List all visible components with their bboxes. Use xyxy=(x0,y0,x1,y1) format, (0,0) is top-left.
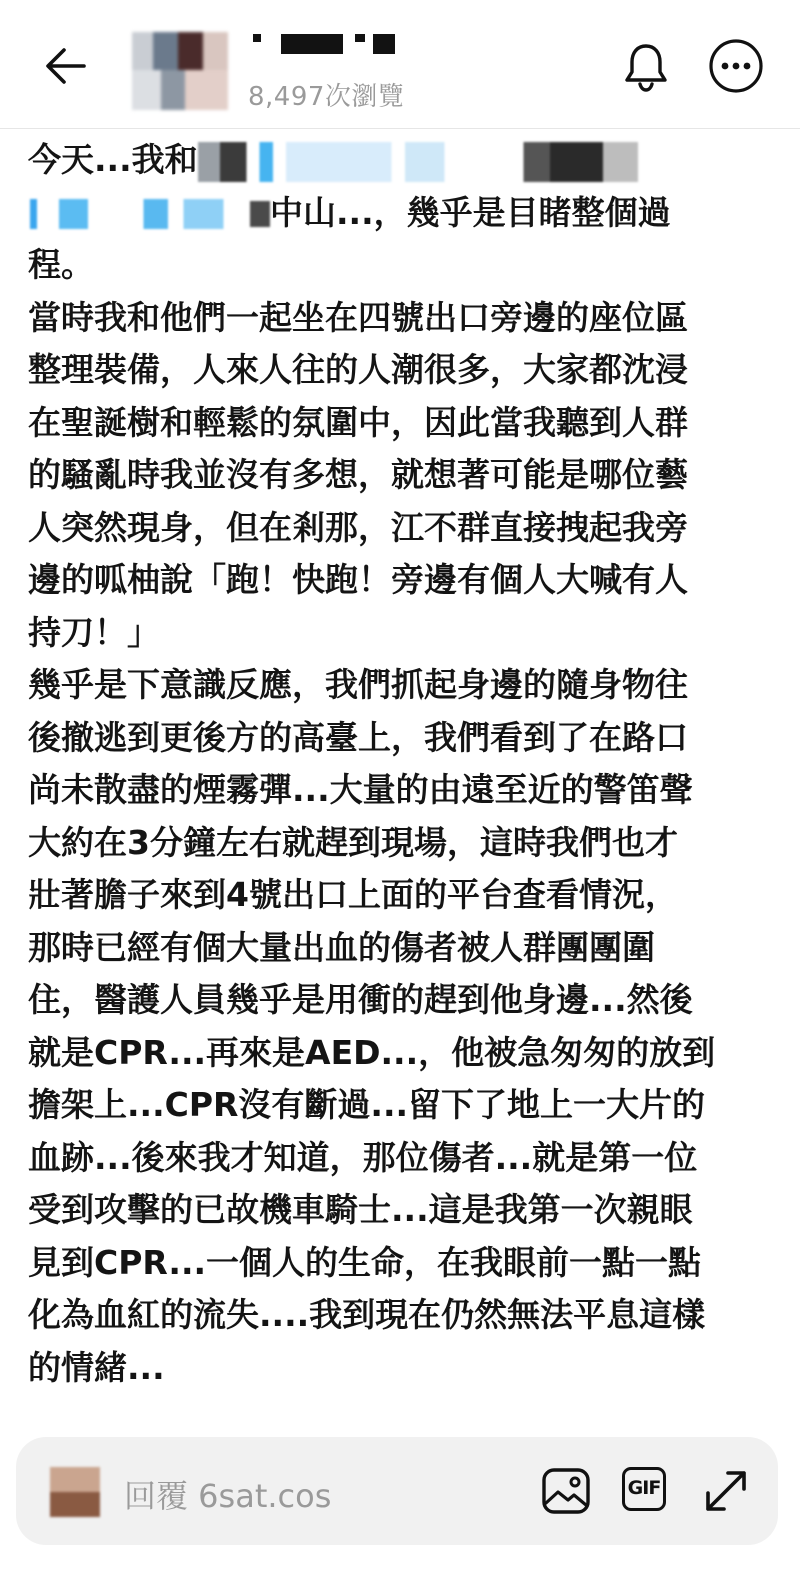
more-horizontal-icon xyxy=(706,36,766,96)
view-count: 8,497次瀏覽 xyxy=(248,82,405,112)
top-bar xyxy=(0,0,800,129)
post-line: 擔架上...CPR沒有斷過...留下了地上一大片的 xyxy=(28,1085,706,1124)
post-line: 後撤逃到更後方的高臺上，我們看到了在路口 xyxy=(28,717,688,757)
post-line-text: 今天...我和 xyxy=(28,140,198,179)
post-line: 程。 xyxy=(28,245,94,284)
redacted-name xyxy=(355,34,365,42)
post-line: 化為血紅的流失....我到現在仍然無法平息這樣 xyxy=(28,1295,706,1334)
post-line: 人突然現身，但在剎那，江不群直接拽起我旁 xyxy=(28,507,688,547)
post-line: 的情緒... xyxy=(28,1347,165,1387)
post-text xyxy=(28,134,772,1489)
post-line xyxy=(28,134,772,187)
post-line: 尚未散盡的煙霧彈...大量的由遠至近的警笛聲 xyxy=(28,770,693,809)
reply-input[interactable]: 回覆 6sat.cos xyxy=(124,1477,332,1515)
expand-icon xyxy=(700,1465,752,1517)
post-line: 那時已經有個大量出血的傷者被人群團團圍 xyxy=(28,927,655,967)
arrow-left-icon xyxy=(40,40,92,92)
paragraph-gap xyxy=(28,1394,772,1436)
redacted-text xyxy=(250,201,270,227)
post-line: 大約在3分鐘左右就趕到現場，這時我們也才 xyxy=(28,822,678,862)
post-line: 整理裝備，人來人往的人潮很多，大家都沈浸 xyxy=(28,350,688,389)
notifications-button[interactable] xyxy=(618,38,674,94)
image-icon xyxy=(540,1465,592,1517)
user-avatar xyxy=(50,1467,100,1517)
post-line: 血跡...後來我才知道，那位傷者...就是第一位 xyxy=(28,1137,698,1177)
post-line: 幾乎是下意識反應，我們抓起身邊的隨身物往 xyxy=(28,665,688,704)
post-line: 的騷亂時我並沒有多想，就想著可能是哪位藝 xyxy=(28,455,688,494)
redacted-name xyxy=(373,34,395,54)
redacted-name xyxy=(281,34,343,54)
reply-composer[interactable] xyxy=(16,1437,778,1545)
back-button[interactable] xyxy=(40,40,92,92)
post-line: 邊的呱柚說「跑！快跑！旁邊有個人大喊有人 xyxy=(28,560,688,599)
redacted-name xyxy=(253,34,261,42)
post-line: 在聖誕樹和輕鬆的氛圍中，因此當我聽到人群 xyxy=(28,402,688,442)
post-line: 受到攻擊的已故機車騎士...這是我第一次親眼 xyxy=(28,1190,693,1229)
bell-icon xyxy=(618,38,674,94)
redacted-text xyxy=(28,199,250,229)
post-line: 當時我和他們一起坐在四號出口旁邊的座位區 xyxy=(28,297,688,337)
gif-icon: GIF xyxy=(622,1467,666,1511)
post-line: 住，醫護人員幾乎是用衝的趕到他身邊...然後 xyxy=(28,980,693,1019)
post-line: 持刀！」 xyxy=(28,612,160,652)
post-line-text: 中山...，幾乎是目睹整個過 xyxy=(270,192,671,232)
redacted-text xyxy=(198,142,638,182)
more-options-button[interactable] xyxy=(706,36,766,96)
author-avatar[interactable] xyxy=(132,32,228,110)
post-line xyxy=(28,187,772,240)
add-image-button[interactable] xyxy=(540,1465,592,1517)
post-line: 壯著膽子來到4號出口上面的平台查看情況， xyxy=(28,875,678,914)
add-gif-button[interactable] xyxy=(620,1465,672,1517)
post-line: 見到CPR...一個人的生命，在我眼前一點一點 xyxy=(28,1242,702,1282)
expand-composer-button[interactable] xyxy=(700,1465,752,1517)
post-line: 就是CPR...再來是AED...，他被急匆匆的放到 xyxy=(28,1032,716,1072)
